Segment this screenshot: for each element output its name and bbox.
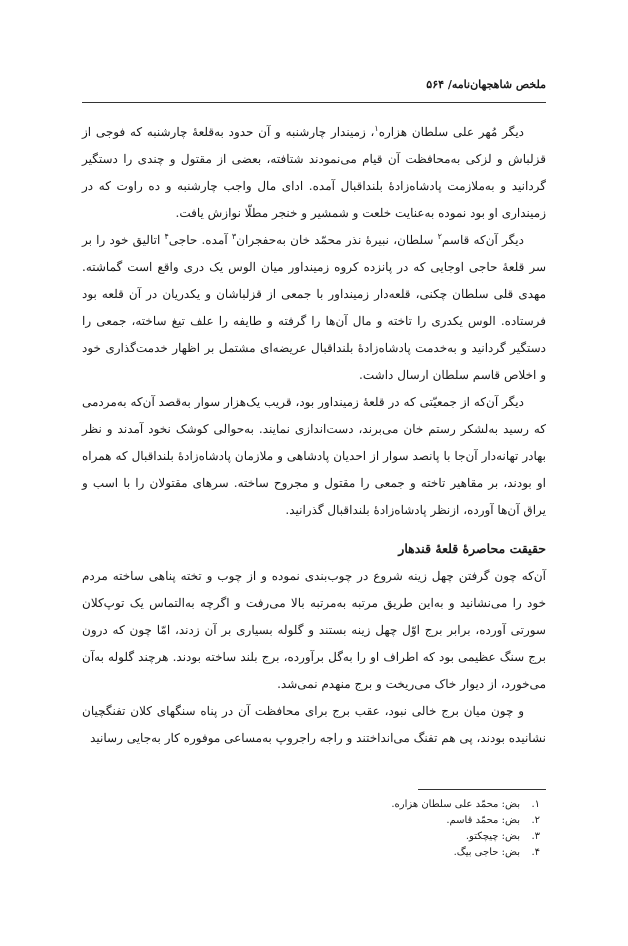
paragraph-3: دیگر آن‌که از جمعیّتی که در قلعۀ زمینداور بود، قریب یک‌هزار سوار به‌قصد آن‌که به‌مردمی که رسید به‌لشکر رستم خان می‌برند، دست‌اندازی نمایند. به‌حوالی کوشک نخود آمدند و نظر بهادر تهانه‌دار آن‌جا با پانصد سوار از احدیان پادشاهی و ملازمان پادشاه‌زادۀ بلنداقبال که همراه او بودند، بر مقاهیر تاخته و جمعی را مقتول و مجروح ساخته. سرهای مقتولان را با اسب و یراق آن‌ها آورده، ازنظر پادشاه‌زادۀ بلنداقبال گذرانید.: [82, 395, 546, 517]
footnote-item: ۳. بض: چیچکتو.: [465, 831, 540, 842]
section-heading: حقیقت محاصرۀ قلعۀ قندهار: [398, 541, 546, 556]
footnote-ref-1: ۱: [374, 124, 379, 133]
paragraph-2: دیگر آن‌که قاسم$^۲$ سلطان، نبیرۀ نذر محمّد خان به‌حفجران$^۳$ آمده. حاجی$^۴$ اتالیق خود را بر سر قلعۀ حاجی اوجایی که در پانزده کروه زمینداور میان الوس یک دری واقع است گماشته. مهدی قلی سلطان چکنی، قلعه‌دار زمینداور با جمعی از قزلباشان و یکدریان در آن قلعه بود فرستاده. الوس یکدری را تاخته و مال آن‌ها را گرفته و طایفه را علف تیغ ساخته، جمعی را دستگیر گردانید و به‌خدمت پادشاه‌زادۀ بلنداقبال عریضه‌ای مشتمل بر اظهار خدمت‌گذاری خود و اخلاص قاسم سلطان ارسال داشت.: [82, 232, 546, 382]
footnote-ref-3: ۳: [231, 232, 237, 241]
footnote-ref-2: ۲: [437, 232, 442, 241]
footnote-ref-4: ۴: [164, 232, 169, 241]
running-title: ملخص شاهجهان‌نامه/ ۵۶۴: [426, 78, 546, 91]
footnote-item: ۲. بض: محمّد قاسم.: [446, 815, 540, 826]
paragraph-1: دیگر مُهر علی سلطان هزاره$^۱$، زمیندار چارشنبه و آن حدود به‌قلعۀ چارشنبه که فوجی از قزلباش و لزکی به‌محافظت آن قیام می‌نمودند شتافته، بعضی از مقتول و چندی را دستگیر گردانید و به‌ملازمت پادشاه‌زادۀ بلنداقبال آمده. ادای مال واجب چارشنبه و ده راوت که در زمینداری او بود نموده به‌عنایت خلعت و شمشیر و خنجر مطلّا نوازش یافت.: [82, 124, 546, 220]
header-divider: [82, 102, 546, 103]
footnote-item: ۱. بض: محمّد علی سلطان هزاره.: [391, 799, 540, 810]
section-paragraph-1: آن‌که چون گرفتن چهل زینه شروع در چوب‌بندی نموده و از چوب و تخته پناهی ساخته مردم خود را می‌نشانید و به‌این طریق مرتبه به‌مرتبه بالا می‌رفت و اگرچه به‌التماس یک توپ‌کلان سورتی آورده، برابر برج اوّل چهل زینه بستند و گلوله بسیاری بر آن زدند، امّا چون که درون برج سنگ عظیمی بود که اطراف او را به‌گل برآورده، برج بلند ساخته بودند. هرچند گلوله به‌آن می‌خورد، از دیوار خاک می‌ریخت و برج منهدم نمی‌شد.: [82, 569, 546, 691]
running-header: [82, 78, 546, 98]
section-paragraph-2: و چون میان برج خالی نبود، عقب برج برای محافظت آن در پناه سنگهای کلان تفنگچیان نشانیده بودند، پی هم تفنگ می‌انداختند و راجه راجروپ به‌مساعی موفوره کار به‌جایی رسانید: [82, 704, 546, 745]
body-text: [82, 119, 546, 752]
footnote-item: ۴. بض: حاجی بیگ.: [453, 847, 540, 858]
footnote-divider: [418, 789, 546, 790]
footnotes: [82, 797, 540, 861]
